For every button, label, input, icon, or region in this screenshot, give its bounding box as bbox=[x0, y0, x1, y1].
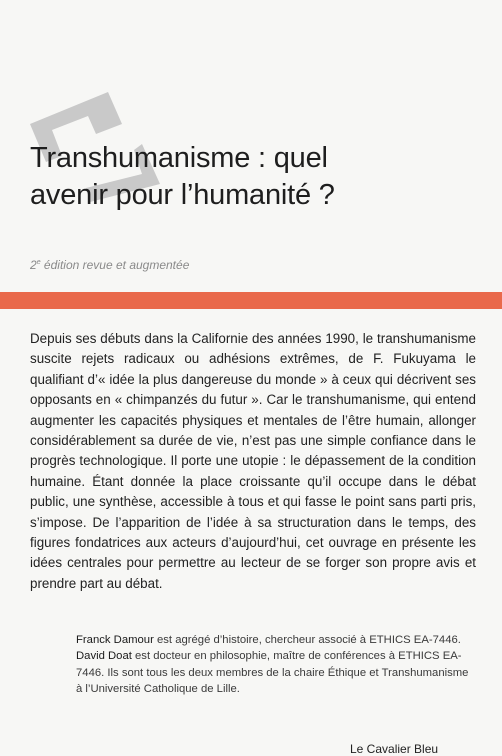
author-2-name: David Doat bbox=[76, 650, 132, 663]
title-line-2: avenir pour l’humanité ? bbox=[30, 179, 335, 211]
author-1-desc: est agrégé d’histoire, chercheur associé à ETHICS EA-7446. bbox=[153, 634, 461, 646]
edition-ordinal: 2 bbox=[30, 258, 37, 272]
author-bio bbox=[76, 632, 476, 698]
edition-suffix: e bbox=[36, 259, 41, 266]
back-cover-blurb: Depuis ses débuts dans la Californie des années 1990, le transhumanisme suscite rejets radicaux ou adhésions extrêmes, de F. Fukuyama le qualifiant d’« idée la plus dangereuse du monde » à ceux qui décrivent ses opposants en « chimpanzés du futur ». Car le transhumanisme, qui entend augmenter les capacités physiques et mentales de l’être humain, allonger considérablement sa durée de vie, n’est pas une simple confiance dans le progrès technologique. Il porte une utopie : le dépassement de la condition humaine. Étant donnée la place croissante qu’il occupe dans le débat public, une synthèse, accessible à tous et qui fasse le point sans parti pris, s’impose. De l’apparition de l’idée à sa structuration dans le temps, des figures fondatrices aux acteurs d’aujourd’hui, cet ouvrage en présente les idées centrales pour permettre au lecteur de se forger son propre avis et prendre part au débat. bbox=[30, 331, 476, 591]
edition-rest: édition revue et augmentée bbox=[40, 258, 190, 272]
author-1-name: Franck Damour bbox=[76, 634, 154, 646]
title-line-1: Transhumanisme : quel bbox=[30, 142, 328, 174]
book-title bbox=[30, 140, 480, 214]
edition-note bbox=[30, 258, 189, 272]
accent-bar bbox=[0, 292, 502, 309]
author-2-desc: est docteur en philosophie, maître de conférences à ETHICS EA-7446. Ils sont tous les deux membres de la chaire Éthique et Transhumanisme à l’Université Catholique de Lille. bbox=[76, 650, 469, 696]
publisher-name: Le Cavalier Bleu bbox=[350, 742, 439, 756]
